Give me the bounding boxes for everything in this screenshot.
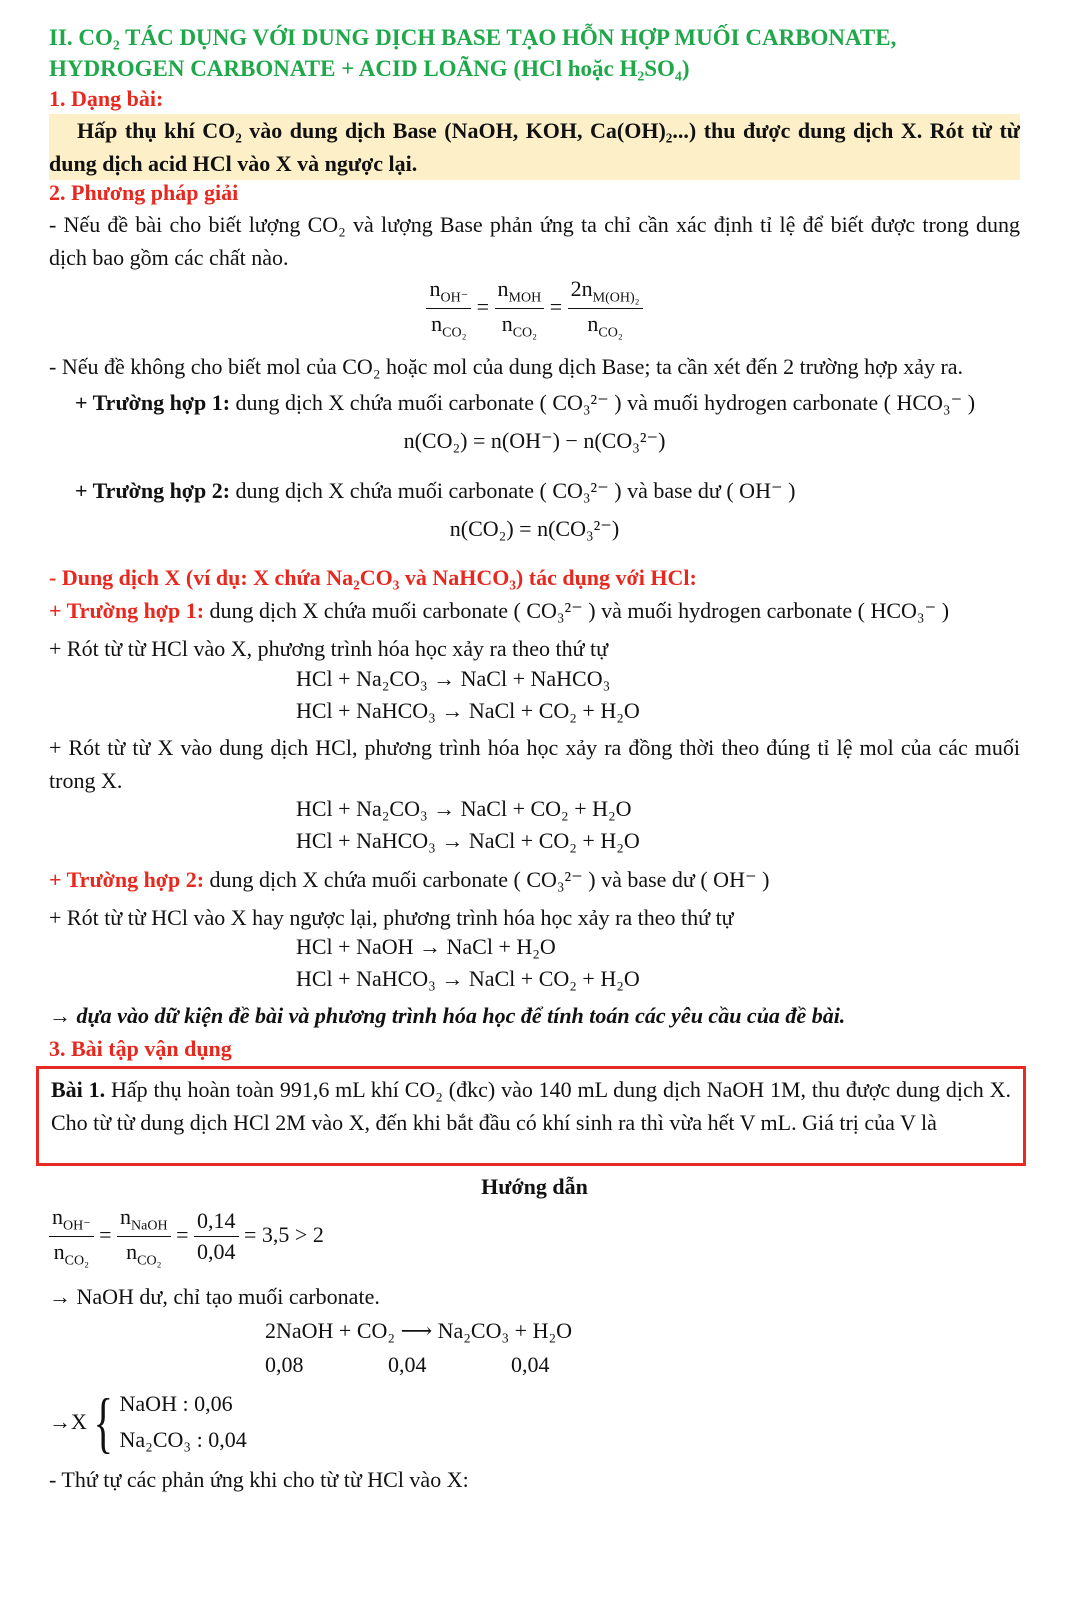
ratio-frac-2: $\frac{n_{MOH}}{n_{CO_2}}$	[495, 276, 545, 342]
case-2-formula: n(CO₂) = n(CO₃²⁻)	[449, 516, 620, 541]
section-2-title: 2. Phương pháp giải	[49, 180, 239, 205]
section-3-title: 3. Bài tập vận dụng	[49, 1036, 232, 1061]
ratio-formula: $\frac{n_{OH^-}}{n_{CO_2}}$ = $\frac{n_{MOH}}{n_{CO_2}}$ = $\frac{2n_{M(OH)_2}}{n_{CO_2}}$	[49, 276, 1020, 342]
tc-1-label: + Trường hợp 1:	[49, 598, 205, 623]
case-1-formula: n(CO₂) = n(OH⁻) − n(CO₃²⁻)	[403, 428, 666, 453]
x-composition: →X{ NaOH : 0,06 Na₂CO₃ : 0,04	[49, 1384, 247, 1460]
guide-last-line: - Thứ tự các phản ứng khi cho từ từ HCl vào X:	[49, 1467, 469, 1492]
x-with-hcl-title: - Dung dịch X (ví dụ: X chứa Na₂CO₃ và NaHCO₃) tác dụng với HCl:	[49, 565, 697, 590]
equation-2: HCl + NaHCO₃ → NaCl + CO₂ + H₂O	[296, 698, 640, 723]
case-1-line	[75, 386, 1020, 419]
exercise-label: Bài 1.	[51, 1077, 106, 1102]
tc-2-label: + Trường hợp 2:	[49, 867, 205, 892]
section-1-title: 1. Dạng bài:	[49, 86, 164, 111]
ratio-frac-1: $\frac{n_{OH^-}}{n_{CO_2}}$	[426, 276, 471, 342]
pour-x-into-hcl: + Rót từ từ X vào dung dịch HCl, phương trình hóa học xảy ra đồng thời theo đúng tỉ lệ mol của các muối trong X.	[49, 735, 1020, 793]
case-2-line	[75, 474, 1020, 507]
guide-ratio: $\frac{n_{OH^-}}{n_{CO_2}}$ = $\frac{n_{NaOH}}{n_{CO_2}}$ = $\frac{0,14}{0,04}$ = 3,5 > 2	[49, 1204, 1020, 1270]
problem-type-box: Hấp thụ khí CO₂ vào dung dịch Base (NaOH, KOH, Ca(OH)₂...) thu được dung dịch X. Rót từ từ dung dịch acid HCl vào X và ngược lại.	[49, 114, 1020, 180]
guide-ratio-result: = 3,5 > 2	[244, 1221, 324, 1247]
exercise-body: Hấp thụ hoàn toàn 991,6 mL khí CO₂ (đkc) vào 140 mL dung dịch NaOH 1M, thu được dung dịch X. Cho từ từ dung dịch HCl 2M vào X, đến khi bắt đầu có khí sinh ra thì vừa hết V mL. Giá trị của V là	[51, 1077, 1011, 1135]
equation-4: HCl + NaHCO₃ → NaCl + CO₂ + H₂O	[296, 828, 640, 853]
case-1-text: dung dịch X chứa muối carbonate ( CO₃²⁻ ) và muối hydrogen carbonate ( HCO₃⁻ )	[235, 390, 976, 415]
heading-line-2: HYDROGEN CARBONATE + ACID LOÃNG (HCl hoặc H₂SO₄)	[49, 56, 690, 81]
equation-3: HCl + Na₂CO₃ → NaCl + CO₂ + H₂O	[296, 796, 632, 821]
equation-6: HCl + NaHCO₃ → NaCl + CO₂ + H₂O	[296, 966, 640, 991]
case-2-text: dung dịch X chứa muối carbonate ( CO₃²⁻ ) và base dư ( OH⁻ )	[235, 478, 796, 503]
pour-hcl-into-x: + Rót từ từ HCl vào X, phương trình hóa học xảy ra theo thứ tự	[49, 636, 609, 661]
guide-reaction: 2NaOH + CO₂ ⟶ Na₂CO₃ + H₂O	[265, 1318, 573, 1343]
case-2-label: + Trường hợp 2:	[75, 478, 231, 503]
tc-1-text: dung dịch X chứa muối carbonate ( CO₃²⁻ ) và muối hydrogen carbonate ( HCO₃⁻ )	[209, 598, 950, 623]
tc-1-line	[49, 595, 1020, 627]
method-paragraph-2: - Nếu đề không cho biết mol của CO₂ hoặc mol của dung dịch Base; ta cần xét đến 2 trường hợp xảy ra.	[49, 354, 964, 379]
conclusion: → dựa vào dữ kiện đề bài và phương trình hóa học để tính toán các yêu cầu của đề bài.	[49, 1003, 846, 1028]
guide-line-1: → NaOH dư, chỉ tạo muối carbonate.	[49, 1284, 380, 1309]
case-1-label: + Trường hợp 1:	[75, 390, 231, 415]
section-heading	[49, 22, 1020, 84]
heading-line-1: II. CO₂ TÁC DỤNG VỚI DUNG DỊCH BASE TẠO HỖN HỢP MUỐI CARBONATE,	[49, 25, 897, 50]
tc-2-text: dung dịch X chứa muối carbonate ( CO₃²⁻ ) và base dư ( OH⁻ )	[209, 867, 770, 892]
pour-either-way: + Rót từ từ HCl vào X hay ngược lại, phương trình hóa học xảy ra theo thứ tự	[49, 905, 734, 930]
guide-title: Hướng dẫn	[481, 1174, 588, 1199]
tc-2-line	[49, 864, 1020, 896]
equation-1: HCl + Na₂CO₃ → NaCl + NaHCO₃	[296, 666, 611, 691]
method-paragraph-1: - Nếu đề bài cho biết lượng CO₂ và lượng Base phản ứng ta chỉ cần xác định tỉ lệ để biết được trong dung dịch bao gồm các chất nào.	[49, 212, 1020, 270]
ratio-frac-3: $\frac{2n_{M(OH)_2}}{n_{CO_2}}$	[568, 276, 643, 342]
exercise-box	[36, 1066, 1026, 1166]
equation-5: HCl + NaOH → NaCl + H₂O	[296, 934, 556, 959]
exercise-text	[51, 1073, 1011, 1139]
